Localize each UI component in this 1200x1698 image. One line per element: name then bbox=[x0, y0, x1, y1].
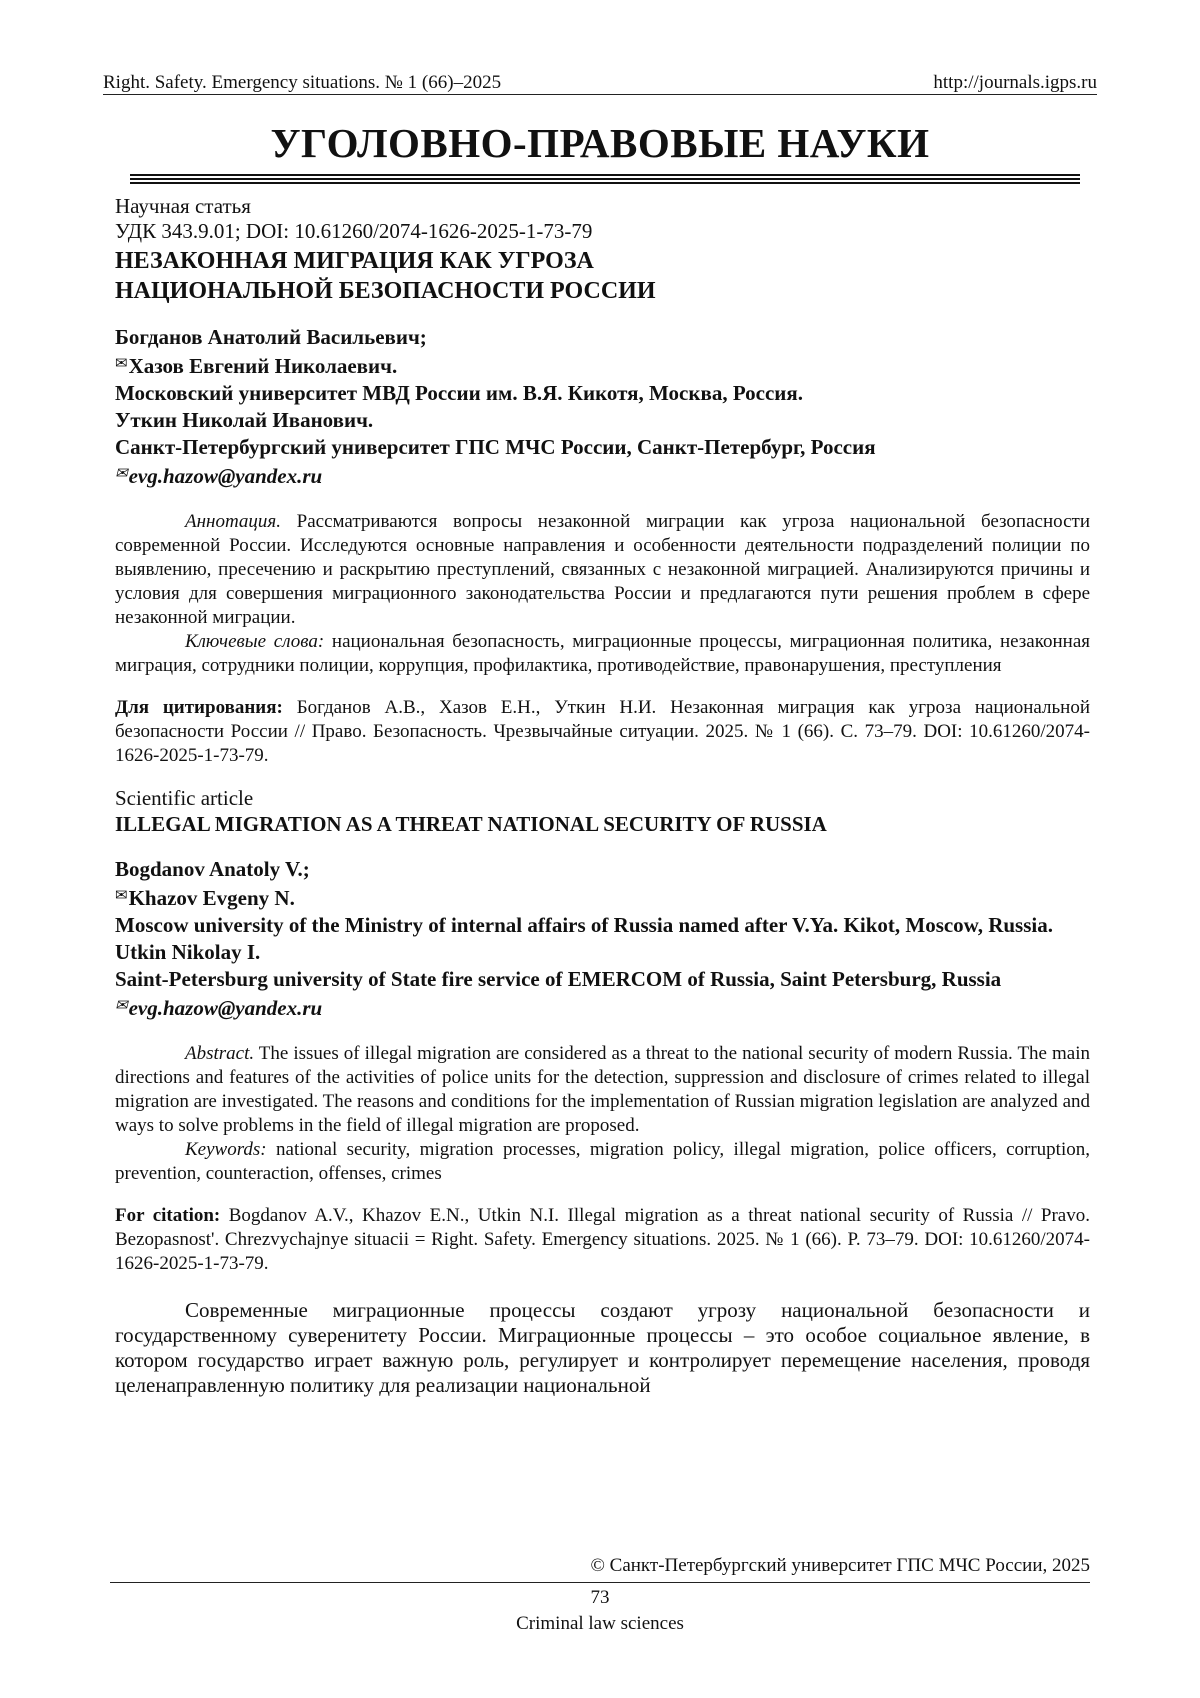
abstract-en bbox=[115, 1042, 1090, 1186]
author-2-en: Khazov Evgeny N. bbox=[128, 886, 295, 910]
author-2-ru-row bbox=[115, 351, 1090, 380]
copyright: © Санкт-Петербургский университет ГПС МЧС России, 2025 bbox=[590, 1555, 1090, 1576]
envelope-icon: ✉ bbox=[115, 888, 128, 904]
keywords-text-en: national security, migration processes, migration policy, illegal migration, police officers, corruption, prevention, counteraction, offenses, crimes bbox=[115, 1139, 1090, 1184]
authors-ru bbox=[115, 324, 1090, 490]
email-ru-row bbox=[115, 461, 1090, 490]
affiliation-1-en: Moscow university of the Ministry of internal affairs of Russia named after V.Ya. Kikot, Moscow, Russia. bbox=[115, 913, 1053, 937]
article-title-ru bbox=[115, 246, 1090, 306]
journal-name: Right. Safety. Emergency situations. № 1 (66)–2025 bbox=[103, 72, 502, 93]
udk-doi: УДК 343.9.01; DOI: 10.61260/2074-1626-2025-1-73-79 bbox=[115, 219, 593, 243]
envelope-icon: ✉ bbox=[115, 466, 128, 482]
running-head bbox=[103, 71, 1097, 95]
author-2-ru: Хазов Евгений Николаевич. bbox=[128, 354, 398, 378]
author-3-ru: Уткин Николай Иванович. bbox=[115, 408, 374, 432]
author-2-en-row bbox=[115, 883, 1090, 912]
body-text bbox=[115, 1298, 1090, 1398]
citation-text-ru: Богданов А.В., Хазов Е.Н., Уткин Н.И. Незаконная миграция как угроза национальной безопасности России // Право. Безопасность. Чрезвычайные ситуации. 2025. № 1 (66). С. 73–79. DOI: 10.61260/2074-1626-2025-1-73-79. bbox=[115, 697, 1091, 766]
article-type-ru: Научная статья bbox=[115, 194, 251, 218]
abstract-text-ru: Рассматриваются вопросы незаконной миграции как угроза национальной безопасности современной России. Исследуются основные направления и особенности деятельности подразделений полиции по выявлению, пресечению и раскрытию преступлений, связанных с незаконной миграцией. Анализируются причины и условия для совершения миграционного законодательства России и предлагаются пути решения проблем в сфере незаконной миграции. bbox=[115, 511, 1090, 628]
abstract-label-ru: Аннотация. bbox=[185, 511, 281, 532]
abstract-label-en: Abstract. bbox=[185, 1043, 255, 1064]
journal-url[interactable]: http://journals.igps.ru bbox=[933, 72, 1097, 93]
page-number: 73 bbox=[590, 1587, 610, 1608]
citation-en bbox=[115, 1204, 1090, 1276]
keywords-label-ru: Ключевые слова: bbox=[185, 631, 325, 652]
footer-divider bbox=[110, 1582, 1090, 1583]
authors-en bbox=[115, 856, 1090, 1022]
citation-label-en: For citation: bbox=[115, 1205, 221, 1226]
author-1-ru: Богданов Анатолий Васильевич; bbox=[115, 325, 427, 349]
envelope-icon: ✉ bbox=[115, 356, 128, 372]
citation-text-en: Bogdanov A.V., Khazov E.N., Utkin N.I. Illegal migration as a threat national security of Russia // Pravo. Bezopasnost'. Chrezvychajnye situacii = Right. Safety. Emergency situations. 2025. № 1 (66). P. 73–79. DOI: 10.61260/2074-1626-2025-1-73-79. bbox=[115, 1205, 1090, 1274]
title-ru-line-2: НАЦИОНАЛЬНОЙ БЕЗОПАСНОСТИ РОССИИ bbox=[115, 278, 656, 304]
header-divider bbox=[103, 94, 1097, 95]
citation-label-ru: Для цитирования: bbox=[115, 697, 283, 718]
affiliation-1-ru: Московский университет МВД России им. В.Я. Кикотя, Москва, Россия. bbox=[115, 381, 803, 405]
keywords-text-ru: национальная безопасность, миграционные процессы, миграционная политика, незаконная миграция, сотрудники полиции, коррупция, профилактика, противодействие, правонарушения, преступления bbox=[115, 631, 1090, 676]
email-ru[interactable]: evg.hazow@yandex.ru bbox=[128, 464, 323, 488]
article-type-en: Scientific article bbox=[115, 786, 254, 810]
body-paragraph-1: Современные миграционные процессы создают угрозу национальной безопасности и государственному суверенитету России. Миграционные процессы – это особое социальное явление, в котором государство играет важную роль, регулирует и контролирует перемещение населения, проводя целенаправленную политику для реализации национальной bbox=[115, 1298, 1090, 1397]
article-content bbox=[115, 194, 1090, 1398]
keywords-label-en: Keywords: bbox=[185, 1139, 267, 1160]
envelope-icon: ✉ bbox=[115, 998, 128, 1014]
author-3-en: Utkin Nikolay I. bbox=[115, 940, 261, 964]
section-divider bbox=[130, 174, 1080, 186]
title-ru-line-1: НЕЗАКОННАЯ МИГРАЦИЯ КАК УГРОЗА bbox=[115, 248, 594, 274]
affiliation-2-ru: Санкт-Петербургский университет ГПС МЧС России, Санкт-Петербург, Россия bbox=[115, 435, 876, 459]
footer-section-title: Criminal law sciences bbox=[516, 1613, 684, 1634]
email-en[interactable]: evg.hazow@yandex.ru bbox=[128, 996, 323, 1020]
section-title: УГОЛОВНО-ПРАВОВЫЕ НАУКИ bbox=[270, 120, 930, 166]
citation-ru bbox=[115, 696, 1090, 768]
article-title-en: ILLEGAL MIGRATION AS A THREAT NATIONAL SECURITY OF RUSSIA bbox=[115, 812, 827, 836]
author-1-en: Bogdanov Anatoly V.; bbox=[115, 857, 310, 881]
abstract-ru bbox=[115, 510, 1090, 678]
email-en-row bbox=[115, 993, 1090, 1022]
affiliation-2-en: Saint-Petersburg university of State fire service of EMERCOM of Russia, Saint Petersburg, Russia bbox=[115, 967, 1002, 991]
abstract-text-en: The issues of illegal migration are considered as a threat to the national security of modern Russia. The main directions and features of the activities of police units for the detection, suppression and disclosure of crimes related to illegal migration are investigated. The reasons and conditions for the implementation of Russian migration legislation are analyzed and ways to solve problems in the field of illegal migration are proposed. bbox=[115, 1043, 1090, 1136]
